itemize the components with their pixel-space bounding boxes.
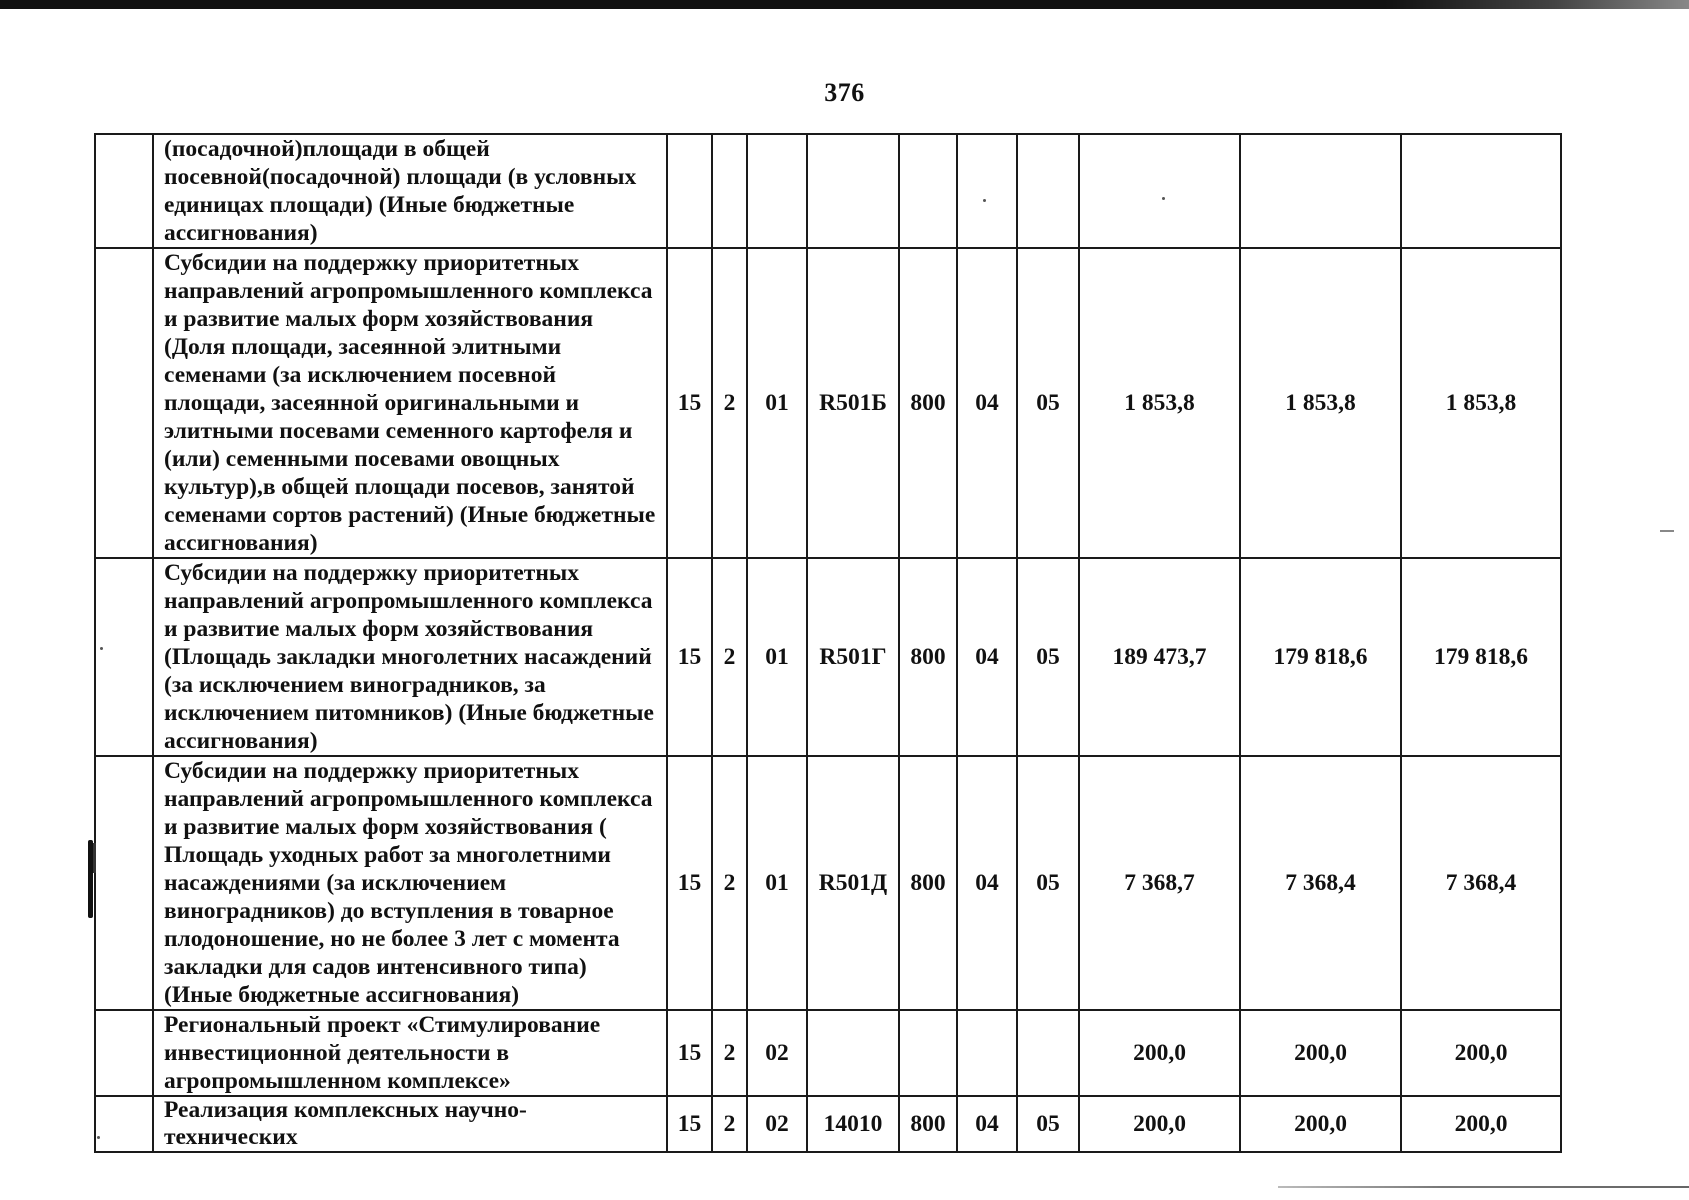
scan-speck <box>97 1136 100 1139</box>
section-cell: 04 <box>957 1096 1017 1152</box>
amount-year-2-cell: 179 818,6 <box>1240 558 1401 756</box>
table-row <box>95 248 1561 558</box>
description-cell: Субсидии на поддержку приоритетных направлений агропромышленного комплекса и развитие малых форм хозяйствования (Площадь закладки многолетних насаждений (за исключением виноградников, за исключением питомников) (Иные бюджетные ассигнования) <box>153 558 667 756</box>
amount-year-1-cell: 200,0 <box>1079 1096 1240 1152</box>
row-number-cell <box>95 1096 153 1152</box>
expense-type-cell: 800 <box>899 558 957 756</box>
subprogram-code-cell: 2 <box>712 1010 747 1096</box>
table-row <box>95 756 1561 1010</box>
program-code-cell: 15 <box>667 756 712 1010</box>
row-number-cell <box>95 558 153 756</box>
description-cell: Реализация комплексных научно-технических <box>153 1096 667 1152</box>
subprogram-code-cell: 2 <box>712 756 747 1010</box>
section-cell <box>957 1010 1017 1096</box>
amount-year-3-cell: 7 368,4 <box>1401 756 1561 1010</box>
scan-edge-scratch <box>1660 530 1674 532</box>
amount-year-1-cell <box>1079 134 1240 248</box>
amount-year-2-cell: 1 853,8 <box>1240 248 1401 558</box>
amount-year-2-cell <box>1240 134 1401 248</box>
target-code-cell <box>807 134 899 248</box>
event-code-cell <box>747 134 807 248</box>
table-row <box>95 1010 1561 1096</box>
program-code-cell: 15 <box>667 248 712 558</box>
table-row <box>95 1096 1561 1152</box>
target-code-cell <box>807 1010 899 1096</box>
program-code-cell: 15 <box>667 1096 712 1152</box>
target-code-cell: R501Г <box>807 558 899 756</box>
section-cell: 04 <box>957 558 1017 756</box>
target-code-cell: 14010 <box>807 1096 899 1152</box>
section-cell <box>957 134 1017 248</box>
subsection-cell: 05 <box>1017 756 1079 1010</box>
expense-type-cell <box>899 134 957 248</box>
expense-type-cell <box>899 1010 957 1096</box>
subprogram-code-cell <box>712 134 747 248</box>
description-cell: Региональный проект «Стимулирование инвестиционной деятельности в агропромышленном комплексе» <box>153 1010 667 1096</box>
subsection-cell <box>1017 134 1079 248</box>
scan-speck <box>100 647 103 650</box>
target-code-cell: R501Б <box>807 248 899 558</box>
section-cell: 04 <box>957 756 1017 1010</box>
amount-year-1-cell: 200,0 <box>1079 1010 1240 1096</box>
scan-speck <box>983 199 986 202</box>
target-code-cell: R501Д <box>807 756 899 1010</box>
amount-year-3-cell: 1 853,8 <box>1401 248 1561 558</box>
subsection-cell: 05 <box>1017 1096 1079 1152</box>
amount-year-2-cell: 200,0 <box>1240 1096 1401 1152</box>
event-code-cell: 01 <box>747 248 807 558</box>
section-cell: 04 <box>957 248 1017 558</box>
subprogram-code-cell: 2 <box>712 1096 747 1152</box>
amount-year-3-cell: 200,0 <box>1401 1010 1561 1096</box>
budget-allocation-table <box>94 133 1562 1153</box>
amount-year-2-cell: 7 368,4 <box>1240 756 1401 1010</box>
description-cell: Субсидии на поддержку приоритетных направлений агропромышленного комплекса и развитие малых форм хозяйствования ( Площадь уходных работ за многолетними насаждениями (за исключением виноградников) до вступления в товарное плодоношение, но не более 3 лет с момента закладки для садов интенсивного типа) (Иные бюджетные ассигнования) <box>153 756 667 1010</box>
row-number-cell <box>95 134 153 248</box>
event-code-cell: 01 <box>747 558 807 756</box>
subprogram-code-cell: 2 <box>712 248 747 558</box>
event-code-cell: 01 <box>747 756 807 1010</box>
row-number-cell <box>95 756 153 1010</box>
amount-year-2-cell: 200,0 <box>1240 1010 1401 1096</box>
description-cell: Субсидии на поддержку приоритетных направлений агропромышленного комплекса и развитие малых форм хозяйствования (Доля площади, засеянной элитными семенами (за исключением посевной площади, засеянной оригинальными и элитными посевами семенного картофеля и (или) семенными посевами овощных культур),в общей площади посевов, занятой семенами сортов растений) (Иные бюджетные ассигнования) <box>153 248 667 558</box>
subsection-cell: 05 <box>1017 248 1079 558</box>
scan-margin-mark <box>93 843 96 873</box>
expense-type-cell: 800 <box>899 248 957 558</box>
bottom-edge-rule <box>1278 1186 1689 1188</box>
event-code-cell: 02 <box>747 1096 807 1152</box>
subprogram-code-cell: 2 <box>712 558 747 756</box>
program-code-cell: 15 <box>667 558 712 756</box>
table-row <box>95 558 1561 756</box>
amount-year-1-cell: 7 368,7 <box>1079 756 1240 1010</box>
row-number-cell <box>95 248 153 558</box>
subsection-cell: 05 <box>1017 558 1079 756</box>
row-number-cell <box>95 1010 153 1096</box>
program-code-cell <box>667 134 712 248</box>
amount-year-3-cell <box>1401 134 1561 248</box>
table-row <box>95 134 1561 248</box>
subsection-cell <box>1017 1010 1079 1096</box>
top-border-rule <box>0 0 1689 9</box>
event-code-cell: 02 <box>747 1010 807 1096</box>
expense-type-cell: 800 <box>899 756 957 1010</box>
amount-year-3-cell: 179 818,6 <box>1401 558 1561 756</box>
description-cell: (посадочной)площади в общей посевной(посадочной) площади (в условных единицах площади) (Иные бюджетные ассигнования) <box>153 134 667 248</box>
scan-speck <box>1162 197 1165 200</box>
program-code-cell: 15 <box>667 1010 712 1096</box>
page-number: 376 <box>824 78 865 107</box>
expense-type-cell: 800 <box>899 1096 957 1152</box>
amount-year-3-cell: 200,0 <box>1401 1096 1561 1152</box>
amount-year-1-cell: 1 853,8 <box>1079 248 1240 558</box>
amount-year-1-cell: 189 473,7 <box>1079 558 1240 756</box>
